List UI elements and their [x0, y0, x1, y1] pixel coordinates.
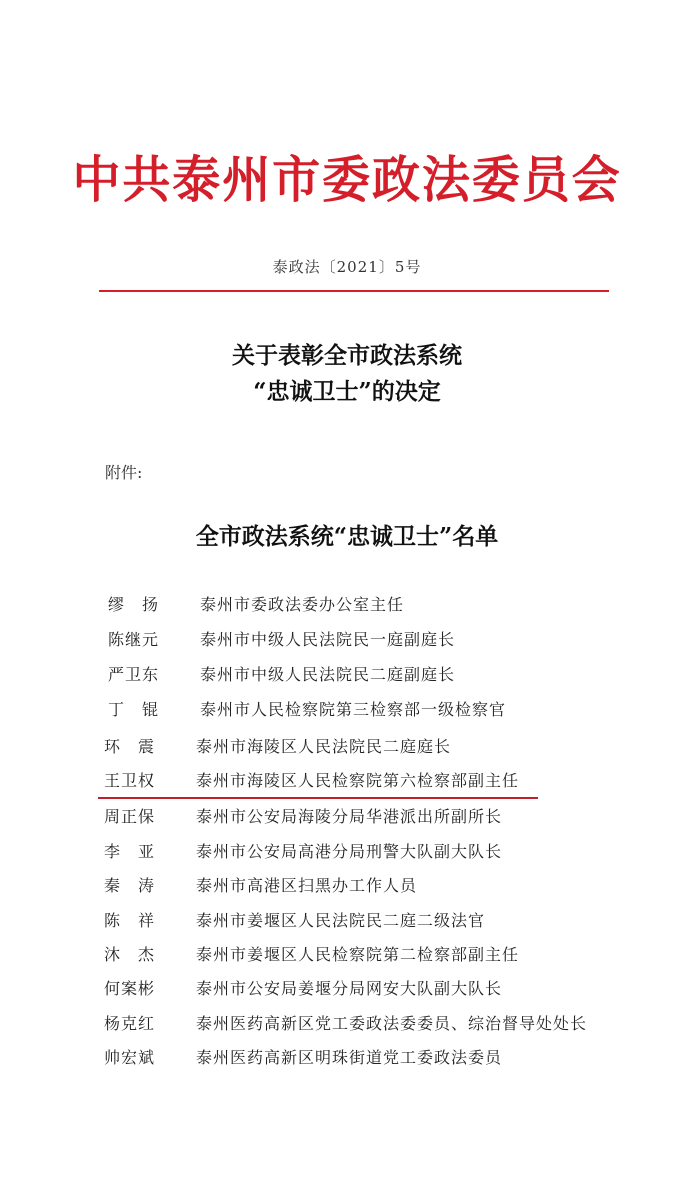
attachment-label: 附件:: [105, 463, 143, 482]
honoree-position: 泰州市中级人民法院民二庭副庭长: [200, 665, 456, 684]
honoree-position: 泰州市高港区扫黑办工作人员: [196, 876, 418, 895]
honoree-name: 严卫东: [108, 665, 160, 684]
list-item: [0, 697, 694, 725]
honoree-name: 杨克红: [104, 1014, 156, 1033]
honoree-position: 泰州市海陵区人民检察院第六检察部副主任: [196, 771, 520, 790]
honoree-name: 何案彬: [104, 979, 156, 998]
decision-title-line2: “忠诚卫士”的决定: [253, 378, 441, 405]
list-item: [0, 942, 694, 970]
honoree-name: 李 亚: [104, 842, 156, 861]
list-item: [0, 839, 694, 867]
honoree-position: 泰州市公安局海陵分局华港派出所副所长: [196, 807, 503, 826]
honoree-name: 王卫权: [104, 771, 156, 790]
honoree-position: 泰州市公安局姜堰分局网安大队副大队长: [196, 979, 503, 998]
list-item: [0, 734, 694, 762]
list-item: [0, 873, 694, 901]
header-red-divider: [99, 290, 609, 292]
document-number: 泰政法〔2021〕5号: [272, 258, 422, 276]
honoree-name: 环 震: [104, 737, 156, 756]
list-item: [0, 627, 694, 655]
honoree-name: 秦 涛: [104, 876, 156, 895]
honoree-name: 帅宏斌: [104, 1048, 156, 1067]
list-item: [0, 592, 694, 620]
handdrawn-underline: [98, 797, 538, 799]
honoree-position: 泰州医药高新区党工委政法委委员、综治督导处处长: [196, 1014, 588, 1033]
honoree-position: 泰州市人民检察院第三检察部一级检察官: [200, 700, 507, 719]
list-item: [0, 804, 694, 832]
honoree-name: 陈继元: [108, 630, 160, 649]
decision-title: [0, 338, 694, 410]
list-item: [0, 976, 694, 1004]
list-item: [0, 662, 694, 690]
honoree-position: 泰州医药高新区明珠街道党工委政法委员: [196, 1048, 503, 1067]
honoree-name: 周正保: [104, 807, 156, 826]
honoree-name: 丁 锟: [108, 700, 160, 719]
honoree-position: 泰州市海陵区人民法院民二庭庭长: [196, 737, 452, 756]
list-item: [0, 768, 694, 796]
honoree-position: 泰州市姜堰区人民检察院第二检察部副主任: [196, 945, 520, 964]
honoree-name: 沐 杰: [104, 945, 156, 964]
honoree-position: 泰州市中级人民法院民一庭副庭长: [200, 630, 456, 649]
organization-header: 中共泰州市委政法委员会: [72, 150, 622, 209]
decision-title-line1: 关于表彰全市政法系统: [232, 342, 462, 369]
list-item: [0, 908, 694, 936]
honoree-name: 陈 祥: [104, 911, 156, 930]
honoree-position: 泰州市委政法委办公室主任: [200, 595, 405, 614]
honoree-name: 缪 扬: [108, 595, 160, 614]
honoree-position: 泰州市姜堰区人民法院民二庭二级法官: [196, 911, 486, 930]
honor-list-title: 全市政法系统“忠诚卫士”名单: [195, 523, 499, 550]
honoree-position: 泰州市公安局高港分局刑警大队副大队长: [196, 842, 503, 861]
list-item: [0, 1011, 694, 1039]
list-item: [0, 1045, 694, 1073]
